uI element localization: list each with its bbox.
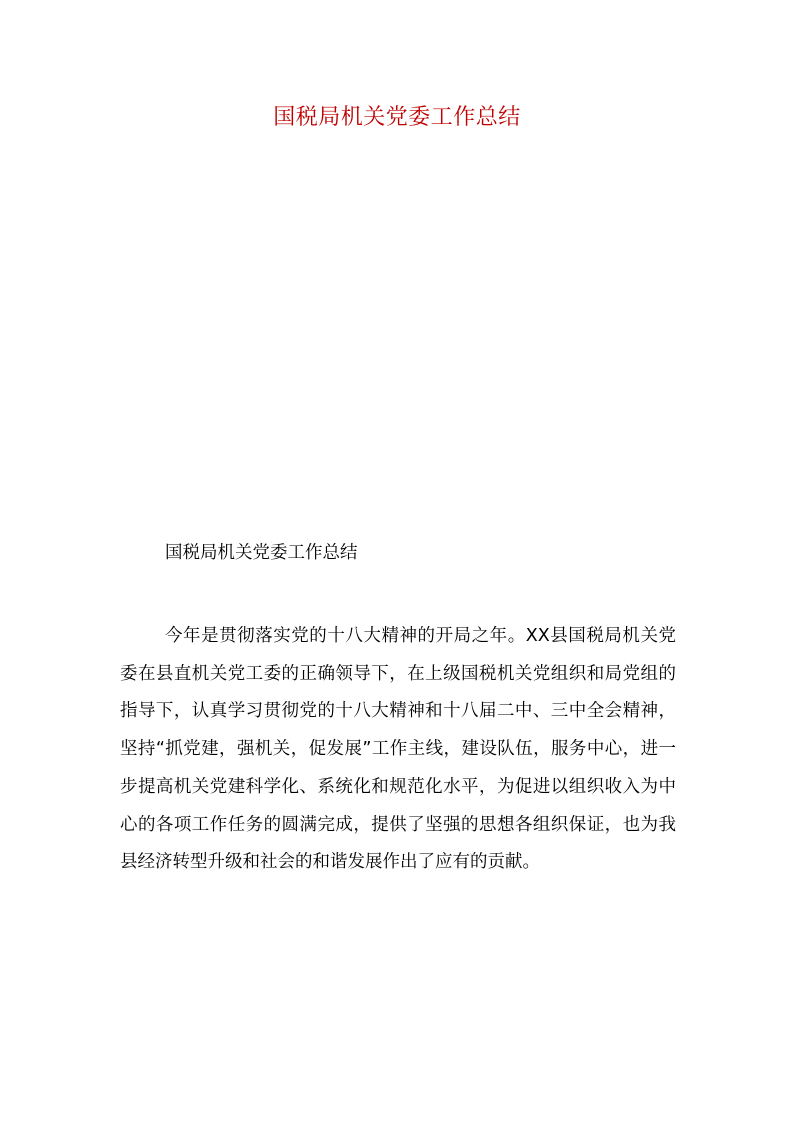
document-subtitle: 国税局机关党委工作总结 (165, 543, 358, 563)
document-title: 国税局机关党委工作总结 (273, 105, 521, 130)
body-paragraph: 今年是贯彻落实党的十八大精神的开局之年。XX县国税局机关党委在县直机关党工委的正确领导下，在上级国税机关党组织和局党组的指导下，认真学习贯彻党的十八大精神和十八届二中、三中全会精神，坚持“抓党建，强机关，促发展”工作主线，建设队伍，服务中心，进一步提高机关党建科学化、系统化和规范化水平，为促进以组织收入为中心的各项工作任务的圆满完成，提供了坚强的思想各组织保证，也为我县经济转型升级和社会的和谐发展作出了应有的贡献。 (120, 626, 676, 873)
